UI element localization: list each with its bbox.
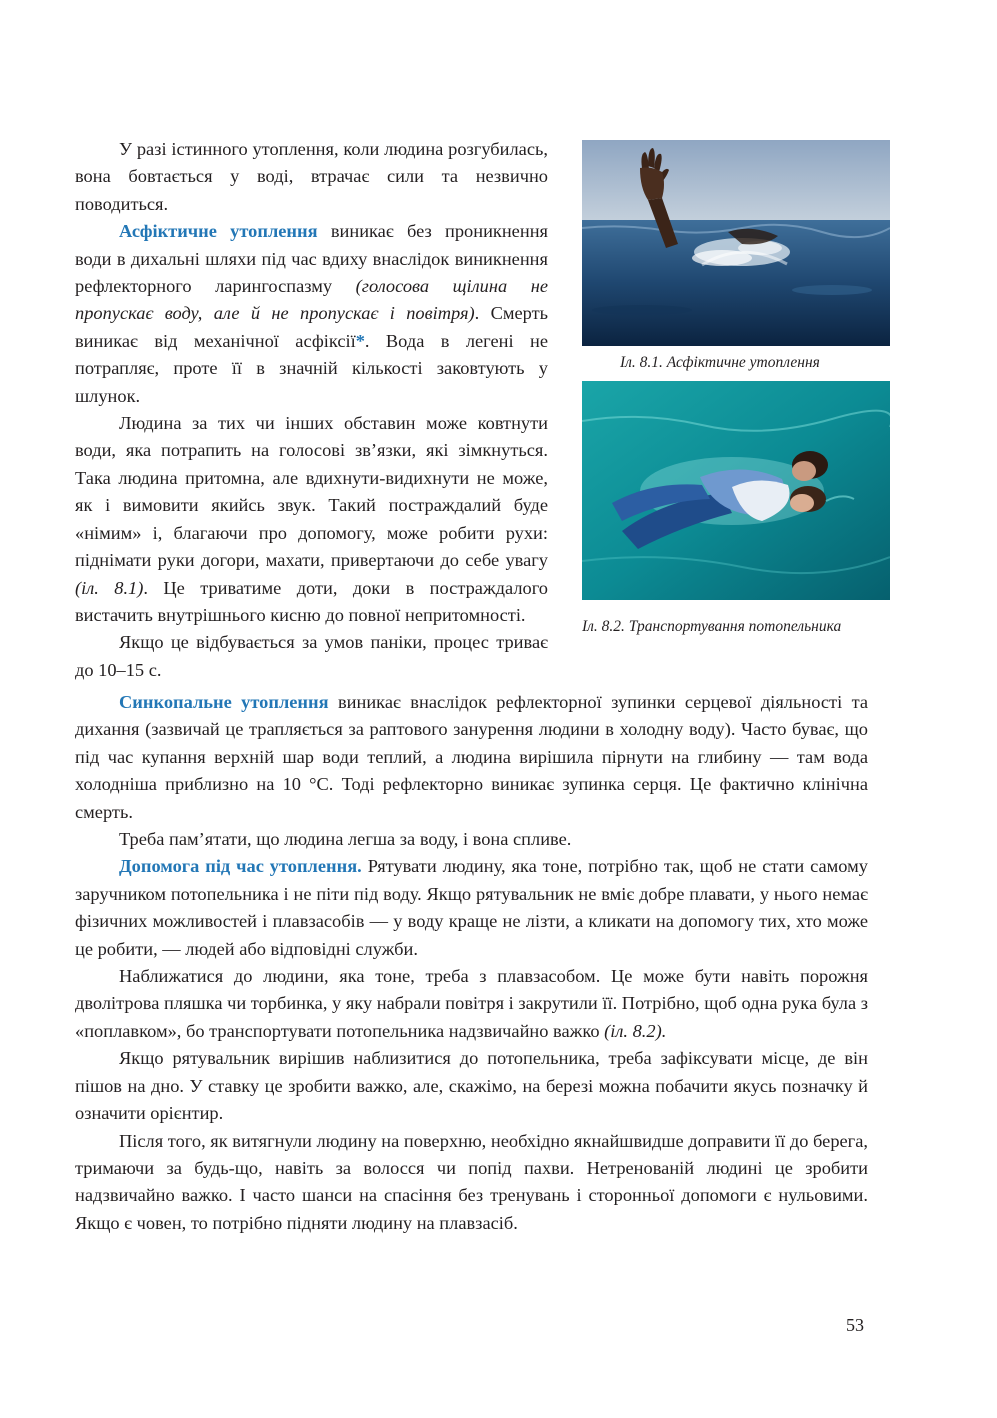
paragraph-bring-ashore: Після того, як витягнули людину на поверхню, необхідно якнайшвидше доправити її до берега, тримаючи за будь-що, навіть за волосся чи попід пахви. Нетренованій людині це зробити надзвичайно важко. І часто шанси на спасіння без тренувань і сторонньої допомоги є нульовими. Якщо є човен, то потрібно підняти людину на плавзасіб.	[75, 1130, 868, 1233]
paragraph-true-drowning: У разі істинного утоплення, коли людина розгубилась, вона бовтається у воді, втрачає сили та незвично поводиться.	[75, 139, 548, 214]
figure-8-2	[582, 381, 890, 635]
paragraph-panic-duration: Якщо це відбувається за умов паніки, процес триває до 10–15 с.	[75, 632, 548, 680]
drowning-hand-photo	[582, 140, 890, 346]
figure-8-1	[582, 140, 890, 371]
paragraph-syncopal-drowning: Синкопальне утоплення виникає внаслідок рефлекторної зупинки серцевої діяльності та дихання (зазвичай це трапляється за раптового занурення людини в холодну воду). Часто буває, що під час купання верхній шар води теплий, а людина вирішила пірнути на глибину — там вода холодніша приблизно на 10 °С. Тоді рефлекторно виникає зупинка серця. Це фактично клінічна смерть.	[75, 692, 868, 822]
paragraph-mute-victim: Людина за тих чи інших обставин може ковтнути води, яка потрапить на голосові зв’язки, які зімкнуться. Така людина притомна, але вдихнути-видихнути не може, як і вимовити якийсь звук. Такий постраждалий буде «німим» і, благаючи про допомогу, може робити рухи: піднімати руки догори, махати, привертаючи до себе увагу (іл. 8.1). Це триватиме доти, доки в постраждалого вистачить внутрішнього кисню до повної непритомності.	[75, 413, 548, 625]
paragraph-asphyxial-drowning: Асфіктичне утоплення виникає без проникнення води в дихальні шляхи під час вдиху внаслідок виникнення рефлекторного ларингоспазму (голосова щілина не пропускає воду, але й не пропускає і повітря). Смерть виникає від механічної асфіксії*. Вода в легені не потрапляє, проте її в значній кількості заковтують у шлунок.	[75, 221, 549, 406]
full-width-text	[75, 689, 868, 1237]
italic-note: (голосова щілина не пропускає воду, але й не пропускає і повітря)	[75, 276, 549, 324]
term-asphyxial-drowning: Асфіктичне утоплення	[119, 221, 318, 242]
footnote-star: *	[355, 330, 365, 351]
figure-8-2-caption: Іл. 8.2. Транспортування потопельника	[582, 618, 842, 635]
paragraph-drowning-help: Допомога під час утоплення. Рятувати людину, яка тоне, потрібно так, щоб не стати самому заручником потопельника і не піти під воду. Якщо рятувальник не вміє добре плавати, у нього немає фізичних можливостей і плавзасобів — у воду краще не лізти, а кликати на допомогу тих, хто може це робити, — людей або відповідні служби.	[75, 856, 868, 959]
term-drowning-help: Допомога під час утоплення.	[119, 856, 362, 877]
term-syncopal-drowning: Синкопальне утоплення	[119, 692, 329, 712]
rescue-transport-photo	[582, 381, 890, 600]
figure-ref-8-2: (іл. 8.2).	[604, 1020, 667, 1041]
paragraph-remember: Треба пам’ятати, що людина легша за воду, і вона спливе.	[119, 829, 572, 850]
paragraph-mark-place: Якщо рятувальник вирішив наблизитися до потопельника, треба зафіксувати місце, де він пішов на дно. У ставку це зробити важко, але, скажімо, на березі можна побачити якусь позначку й означити орієнтир.	[75, 1048, 868, 1124]
page-number: 53	[846, 1315, 864, 1335]
figure-8-1-caption: Іл. 8.1. Асфіктичне утоплення	[620, 354, 820, 371]
figure-ref-8-1: (іл. 8.1)	[75, 577, 144, 598]
left-column-text	[75, 136, 548, 684]
paragraph-approach: Наближатися до людини, яка тоне, треба з плавзасобом. Це може бути навіть порожня дволітрова пляшка чи торбинка, у яку набрали повітря і закрутили її. Потрібно, щоб одна рука була з «поплавком», бо транспортувати потопельника надзвичайно важко (іл. 8.2).	[75, 966, 868, 1041]
